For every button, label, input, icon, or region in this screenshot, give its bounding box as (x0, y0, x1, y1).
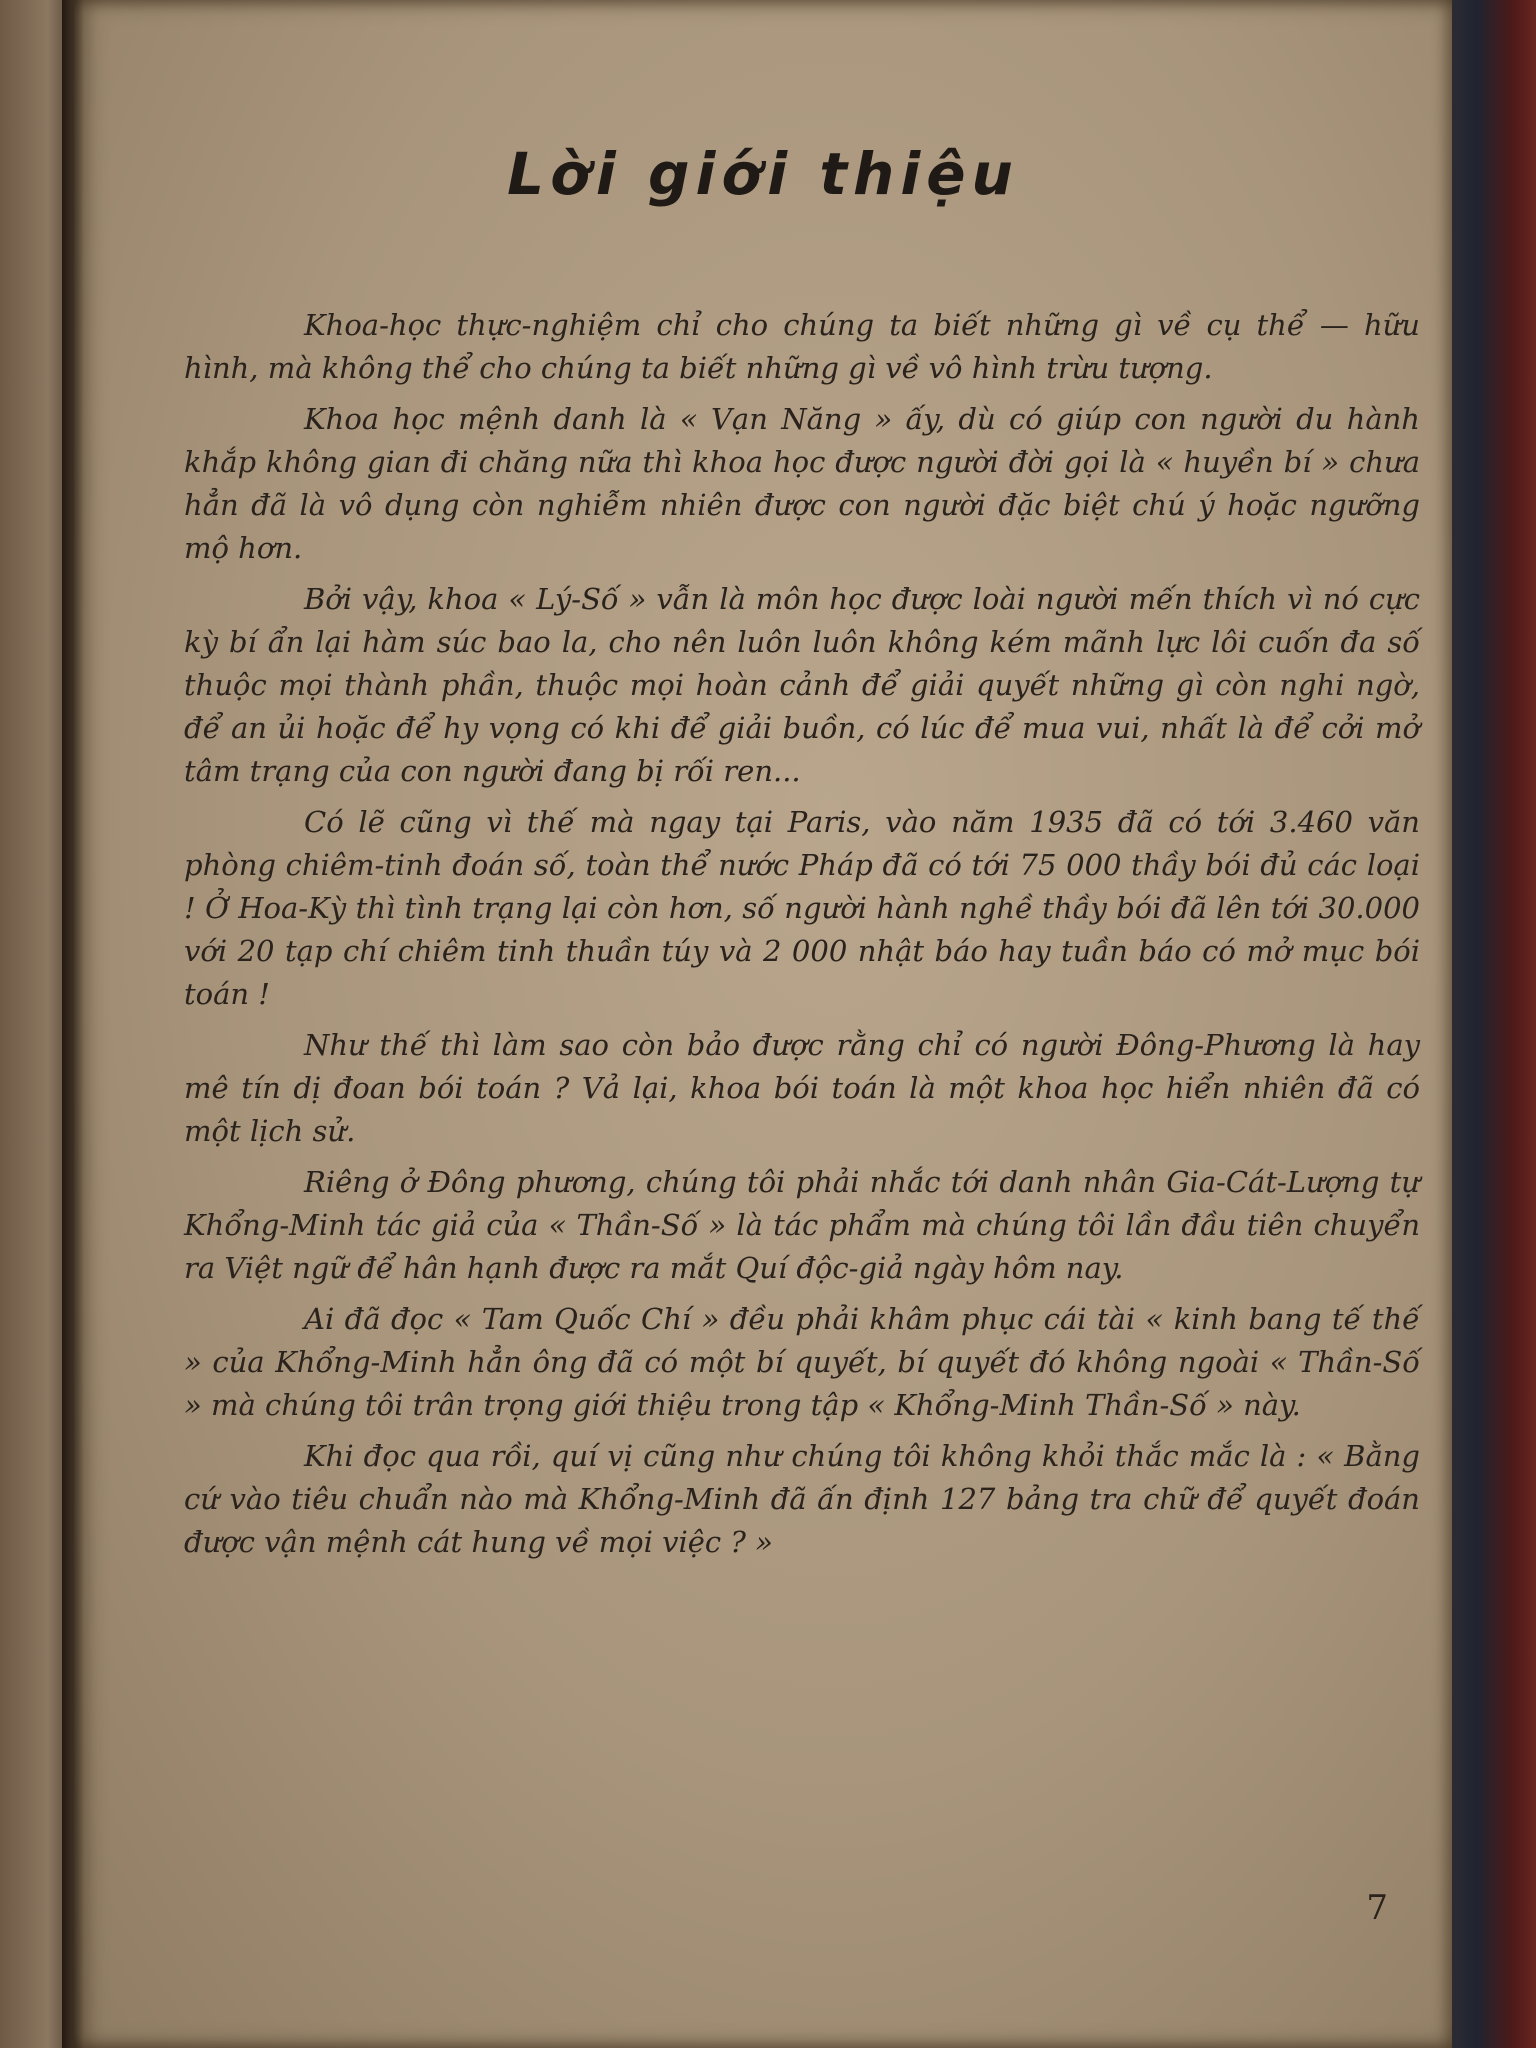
paragraph: Riêng ở Đông phương, chúng tôi phải nhắc tới danh nhân Gia-Cát-Lượng tự Khổng-Minh tác giả của « Thần-Số » là tác phẩm mà chúng tôi lần đầu tiên chuyển ra Việt ngữ để hân hạnh được ra mắt Quí độc-giả ngày hôm nay. (184, 1165, 1420, 1285)
paragraph: Khoa học mệnh danh là « Vạn Năng » ấy, dù có giúp con người du hành khắp không gian đi chăng nữa thì khoa học được người đời gọi là « huyền bí » chưa hẳn đã là vô dụng còn nghiễm nhiên được con người đặc biệt chú ý hoặc ngưỡng mộ hơn. (184, 402, 1420, 565)
page-title: Lời giới thiệu (507, 140, 1019, 208)
book-cover-edge (1452, 0, 1536, 2048)
body-text (184, 304, 1420, 1572)
page-number: 7 (1366, 1888, 1388, 1928)
paragraph: Khi đọc qua rồi, quí vị cũng như chúng tôi không khỏi thắc mắc là : « Bằng cứ vào tiêu chuẩn nào mà Khổng-Minh đã ấn định 127 bảng tra chữ để quyết đoán được vận mệnh cát hung về mọi việc ? » (184, 1439, 1420, 1559)
paragraph: Khoa-học thực-nghiệm chỉ cho chúng ta biết những gì về cụ thể — hữu hình, mà không thể cho chúng ta biết những gì về vô hình trừu tượng. (184, 308, 1420, 385)
book-page (74, 0, 1452, 2048)
paragraph: Như thế thì làm sao còn bảo được rằng chỉ có người Đông-Phương là hay mê tín dị đoan bói toán ? Vả lại, khoa bói toán là một khoa học hiển nhiên đã có một lịch sử. (184, 1028, 1420, 1148)
paragraph: Có lẽ cũng vì thế mà ngay tại Paris, vào năm 1935 đã có tới 3.460 văn phòng chiêm-tinh đoán số, toàn thể nước Pháp đã có tới 75 000 thầy bói đủ các loại ! Ở Hoa-Kỳ thì tình trạng lại còn hơn, số người hành nghề thầy bói đã lên tới 30.000 với 20 tạp chí chiêm tinh thuần túy và 2 000 nhật báo hay tuần báo có mở mục bói toán ! (184, 805, 1420, 1011)
spine-shadow (62, 0, 84, 2048)
paragraph: Ai đã đọc « Tam Quốc Chí » đều phải khâm phục cái tài « kinh bang tế thế » của Khổng-Minh hẳn ông đã có một bí quyết, bí quyết đó không ngoài « Thần-Số » mà chúng tôi trân trọng giới thiệu trong tập « Khổng-Minh Thần-Số » này. (184, 1302, 1420, 1422)
paragraph: Bởi vậy, khoa « Lý-Số » vẫn là môn học được loài người mến thích vì nó cực kỳ bí ẩn lại hàm súc bao la, cho nên luôn luôn không kém mãnh lực lôi cuốn đa số thuộc mọi thành phần, thuộc mọi hoàn cảnh để giải quyết những gì còn nghi ngờ, để an ủi hoặc để hy vọng có khi để giải buồn, có lúc để mua vui, nhất là để cởi mở tâm trạng của con người đang bị rối ren... (184, 582, 1420, 788)
